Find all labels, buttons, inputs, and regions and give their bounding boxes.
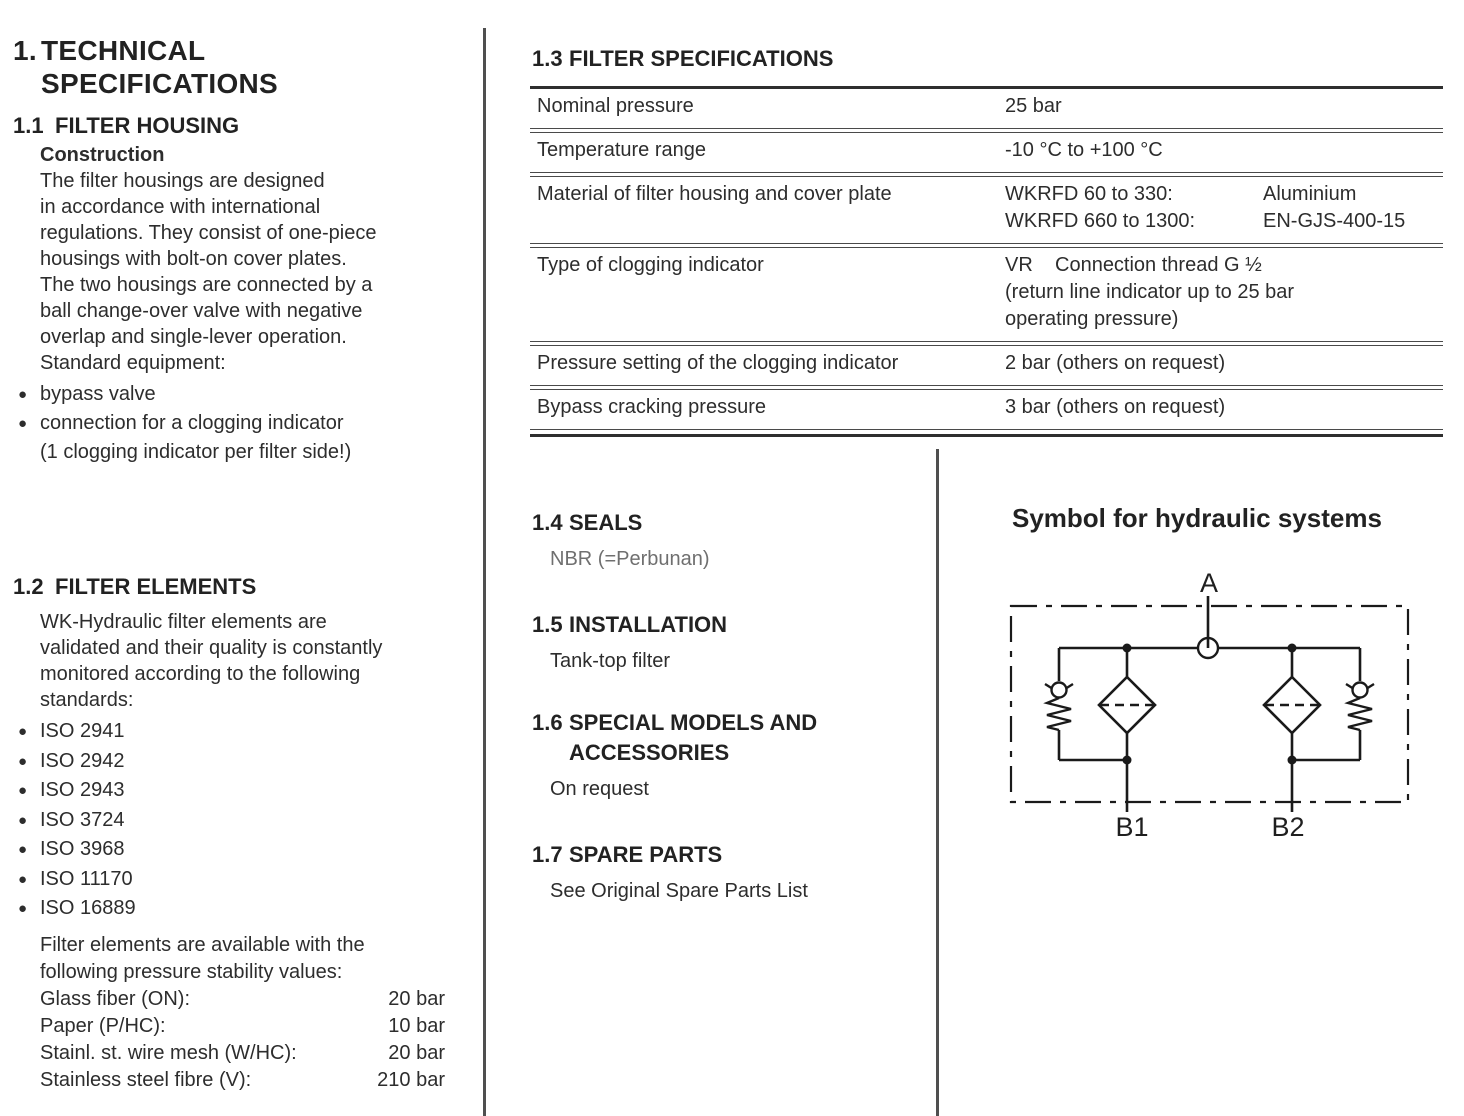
filter-specifications-table xyxy=(530,86,1443,437)
iso-standards-list xyxy=(13,717,468,924)
port-label-b2: B2 xyxy=(1271,812,1305,842)
list-item: ● ISO 2942 xyxy=(13,747,468,777)
section-1-7 xyxy=(532,840,932,905)
table-row: Stainl. st. wire mesh (W/HC): 20 bar xyxy=(40,1041,445,1064)
list-item: ● bypass valve xyxy=(13,380,468,409)
table-row: Material of filter housing and cover plate WKRFD 60 to 330: Aluminium WKRFD 660 to 1300: EN-GJS-400-15 xyxy=(537,183,1406,232)
left-column xyxy=(13,34,468,1094)
table-row: Stainless steel fibre (V): 210 bar xyxy=(40,1068,445,1091)
pressure-stability-table xyxy=(40,986,445,1094)
standard-equipment-list xyxy=(13,380,468,467)
list-item: ● ISO 3968 xyxy=(13,835,468,865)
section-1-4 xyxy=(532,508,932,573)
table-row: Bypass cracking pressure 3 bar (others on request) xyxy=(537,396,1226,418)
construction-subheading: Construction xyxy=(40,144,165,166)
doc-title-line1: TECHNICAL xyxy=(41,35,206,66)
list-item: ● ISO 2943 xyxy=(13,776,468,806)
filter-symbol-right-icon xyxy=(1264,644,1320,813)
doc-title xyxy=(13,34,468,100)
column-divider-left xyxy=(483,28,486,1116)
table-border xyxy=(530,429,1443,437)
spare-parts-value: See Original Spare Parts List xyxy=(550,880,808,902)
diagram-title: Symbol for hydraulic systems xyxy=(1012,503,1382,533)
section-1-6 xyxy=(532,708,932,803)
table-row: Temperature range -10 °C to +100 °C xyxy=(537,139,1163,161)
column-divider-right xyxy=(936,449,939,1116)
stability-intro: Filter elements are available with the following pressure stability values: xyxy=(40,933,365,983)
port-label-b1: B1 xyxy=(1115,812,1149,842)
section-1-5 xyxy=(532,610,932,675)
doc-title-number: 1. xyxy=(13,35,37,66)
section-1-5-heading: 1.5 INSTALLATION xyxy=(532,612,728,637)
filter-housing-paragraph: The filter housings are designed in accordance with international regulations. They consist of one-piece housings with bolt-on cover plates. The two housings are connected by a ball change-over valve with negative overlap and single-lever operation. Standard equipment: xyxy=(40,170,377,374)
section-1-7-heading: 1.7 SPARE PARTS xyxy=(532,842,723,867)
list-item-continuation: (1 clogging indicator per filter side!) xyxy=(40,441,352,463)
list-item: ● ISO 16889 xyxy=(13,894,468,924)
doc-title-line2: SPECIFICATIONS xyxy=(41,68,279,99)
filter-elements-paragraph: WK-Hydraulic filter elements are validated and their quality is constantly monitored according to the following standards: xyxy=(40,611,383,711)
list-item: ● ISO 3724 xyxy=(13,806,468,836)
seals-value: NBR (=Perbunan) xyxy=(550,548,710,570)
installation-value: Tank-top filter xyxy=(550,650,671,672)
list-item: ● ISO 2941 xyxy=(13,717,468,747)
table-row: Paper (P/HC): 10 bar xyxy=(40,1014,445,1037)
filter-symbol-left-icon xyxy=(1099,644,1155,813)
table-row: Nominal pressure 25 bar xyxy=(537,95,1062,117)
table-row: Type of clogging indicator VR Connection thread G ½ (return line indicator up to 25 bar operating pressure) xyxy=(537,254,1295,330)
table-row: Glass fiber (ON): 20 bar xyxy=(40,987,445,1010)
hydraulic-symbol-diagram xyxy=(990,540,1464,860)
table-row: Pressure setting of the clogging indicator 2 bar (others on request) xyxy=(537,352,1226,374)
section-1-2-heading: 1.2 FILTER ELEMENTS xyxy=(13,574,257,599)
special-models-value: On request xyxy=(550,778,649,800)
list-item: ● connection for a clogging indicator xyxy=(13,409,468,438)
list-item: ● ISO 11170 xyxy=(13,865,468,895)
section-1-3-heading: 1.3 FILTER SPECIFICATIONS xyxy=(532,46,834,71)
section-1-1-heading: 1.1 FILTER HOUSING xyxy=(13,113,240,138)
section-1-6-heading: 1.6 SPECIAL MODELS AND ACCESSORIES xyxy=(532,710,818,765)
section-1-4-heading: 1.4 SEALS xyxy=(532,510,643,535)
port-label-a: A xyxy=(1199,568,1219,598)
